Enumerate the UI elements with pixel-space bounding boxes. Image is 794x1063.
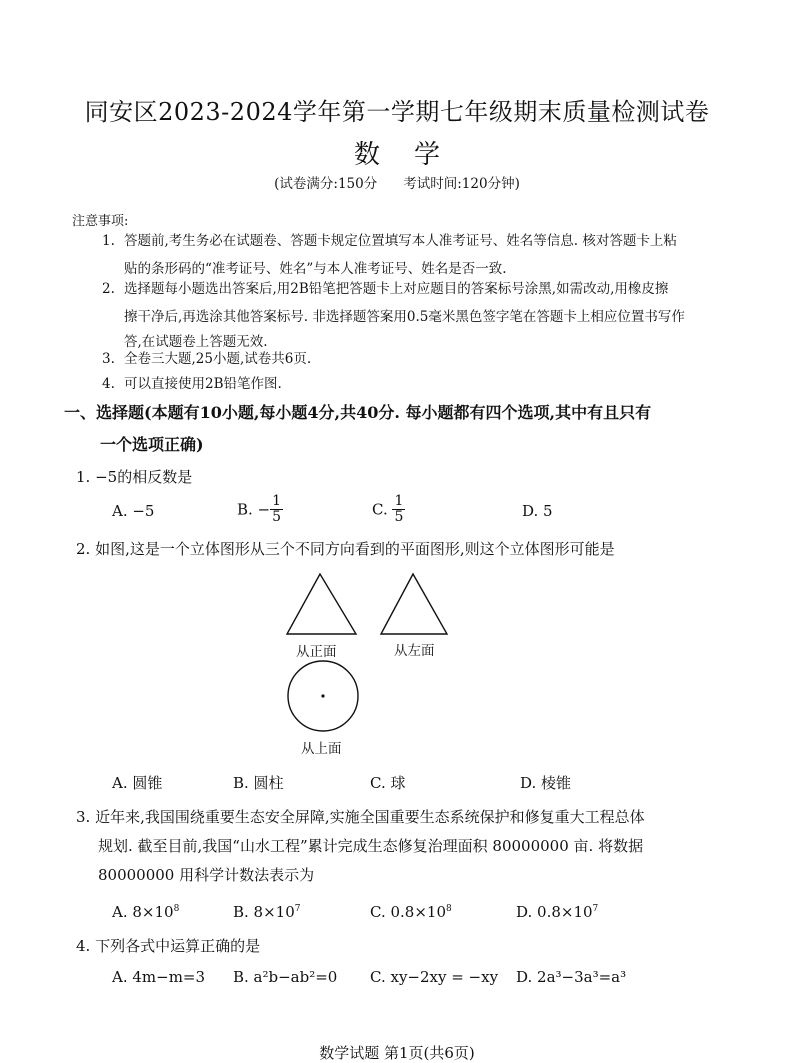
left-view-triangle xyxy=(381,574,447,634)
label-top-view: 从上面 xyxy=(301,741,342,757)
exam-time: 考试时间:120分钟) xyxy=(403,176,520,192)
exam-meta xyxy=(0,172,794,192)
q4-option-d: D. 2a³−3a³=a³ xyxy=(516,968,627,986)
page-footer: 数学试题 第1页(共6页) xyxy=(319,1044,475,1062)
q3-option-b: B. $8\times 10^7$ xyxy=(233,903,301,921)
q1-c-fraction: $\frac{1}{5}$ xyxy=(394,493,404,525)
label-left-view: 从左面 xyxy=(394,643,435,659)
q2-option-d: D. 棱锥 xyxy=(520,774,572,792)
q1-option-d: D. 5 xyxy=(522,502,553,520)
top-view-center-dot xyxy=(321,694,324,697)
note-item-3: 3. 全卷三大题,25小题,试卷共6页. xyxy=(102,351,312,367)
q1-option-a: A. −5 xyxy=(112,502,155,520)
q4-option-c: C. xy−2xy = −xy xyxy=(370,968,499,986)
page-title: 同安区2023-2024学年第一学期七年级期末质量检测试卷 xyxy=(84,98,710,126)
note-item-2-cont2: 答,在试题卷上答题无效. xyxy=(124,334,268,350)
q3-option-a: A. $8\times 10^8$ xyxy=(112,903,180,921)
question-1-stem: 1. −5的相反数是 xyxy=(76,468,193,486)
section-heading: 一、选择题(本题有10小题,每小题4分,共40分. 每小题都有四个选项,其中有且只有 xyxy=(64,403,652,422)
q1-option-b: B. − $\frac{1}{5}$ xyxy=(237,493,282,525)
q4-option-b: B. a²b−ab²=0 xyxy=(233,968,338,986)
section-heading-cont: 一个选项正确) xyxy=(100,435,204,454)
note-item-2-cont1: 擦干净后,再选涂其他答案标号. 非选择题答案用0.5毫米黑色签字笔在答题卡上相应位置书写作 xyxy=(124,309,685,325)
q2-option-b: B. 圆柱 xyxy=(233,774,284,792)
question-3-line-3: 80000000 用科学计数法表示为 xyxy=(98,866,315,884)
full-score: (试卷满分:150分 xyxy=(274,176,378,192)
q4-option-a: A. 4m−m=3 xyxy=(112,968,206,986)
q3-option-d: D. $0.8\times 10^7$ xyxy=(516,903,599,921)
subject-title: 数学 xyxy=(353,140,474,170)
question-3-line-2: 规划. 截至目前,我国“山水工程”累计完成生态修复治理面积 80000000 亩. 将数据 xyxy=(98,837,644,855)
note-item-1: 1. 答题前,考生务必在试题卷、答题卡规定位置填写本人准考证号、姓名等信息. 核对答题卡上粘 xyxy=(102,233,677,249)
note-item-2: 2. 选择题每小题选出答案后,用2B铅笔把答题卡上对应题目的答案标号涂黑,如需改动,用橡皮擦 xyxy=(102,281,669,297)
q2-option-a: A. 圆锥 xyxy=(112,774,163,792)
note-item-4: 4. 可以直接使用2B铅笔作图. xyxy=(102,376,282,392)
question-2-stem: 2. 如图,这是一个立体图形从三个不同方向看到的平面图形,则这个立体图形可能是 xyxy=(76,540,615,558)
q2-option-c: C. 球 xyxy=(370,774,406,792)
front-view-triangle xyxy=(287,574,356,634)
note-item-1-cont: 贴的条形码的“准考证号、姓名”与本人准考证号、姓名是否一致. xyxy=(124,261,507,277)
q3-option-c: C. $0.8\times 10^8$ xyxy=(370,903,452,921)
q1-option-c: C. $\frac{1}{5}$ xyxy=(372,493,404,525)
question-3-line-1: 3. 近年来,我国围绕重要生态安全屏障,实施全国重要生态系统保护和修复重大工程总体 xyxy=(76,808,645,826)
question-4-stem: 4. 下列各式中运算正确的是 xyxy=(76,937,261,955)
label-front-view: 从正面 xyxy=(296,644,337,660)
notes-heading: 注意事项: xyxy=(72,214,129,229)
q1-b-fraction: $\frac{1}{5}$ xyxy=(272,493,282,525)
